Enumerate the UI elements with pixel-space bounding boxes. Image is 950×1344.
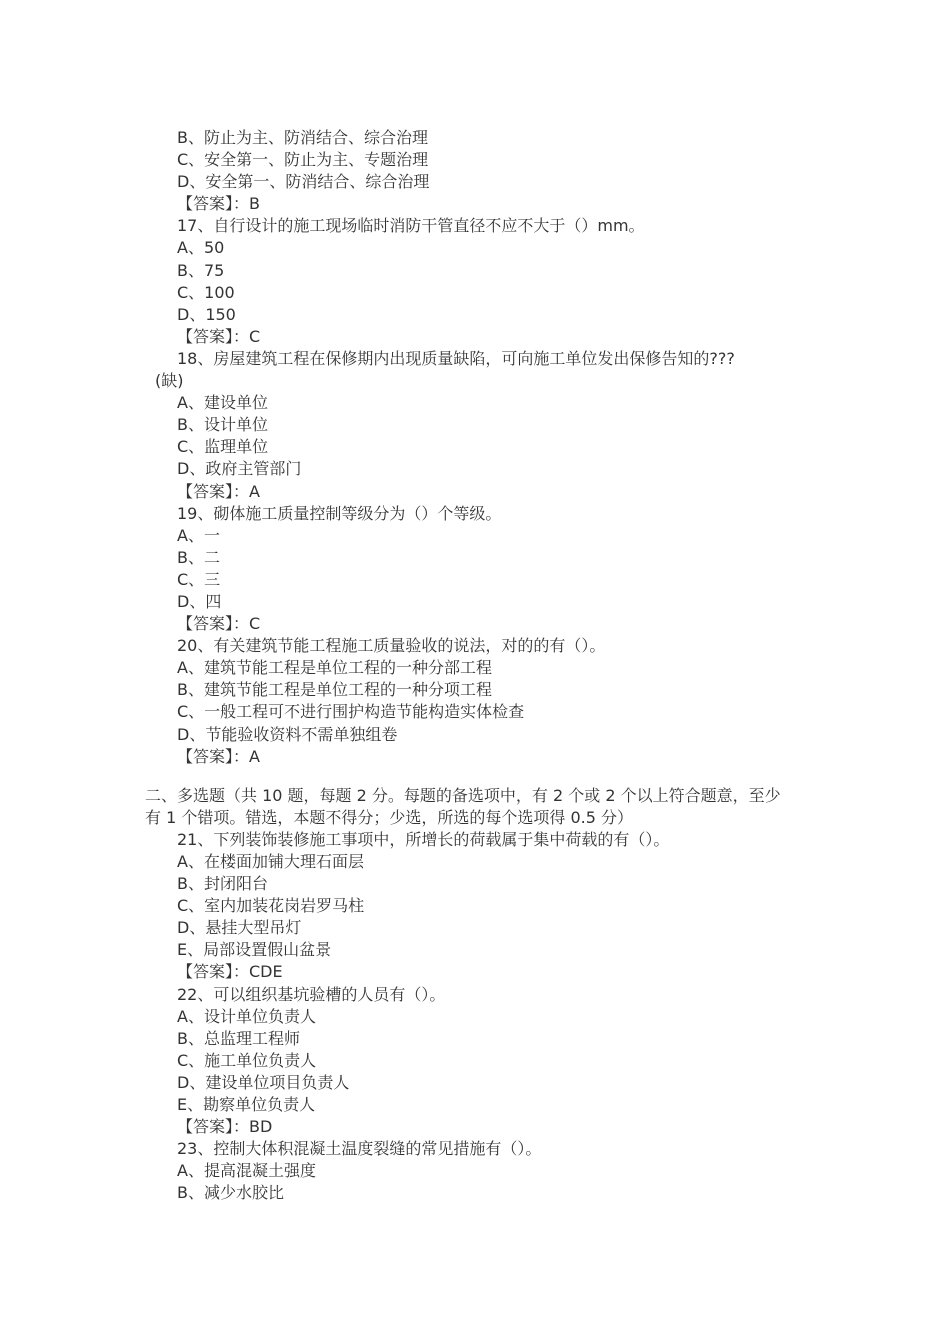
option-c: C、100 (177, 282, 235, 302)
option-b: B、封闭阳台 (177, 874, 268, 894)
option-b: B、减少水胶比 (177, 1183, 284, 1203)
option-b: B、防止为主、防消结合、综合治理 (177, 128, 428, 147)
answer: 【答案】：BD (177, 1117, 273, 1137)
option-d: D、安全第一、防消结合、综合治理 (177, 172, 430, 192)
section-heading: 二、多选题（共 10 题，每题 2 分。每题的备选项中，有 2 个或 2 个以上符合题意，至少 (145, 785, 781, 805)
option-c: C、三 (177, 569, 221, 589)
answer: 【答案】：B (177, 194, 260, 214)
document-body (145, 127, 805, 1205)
answer: 【答案】：C (177, 614, 261, 634)
option-b: B、75 (177, 260, 225, 280)
option-d: D、四 (177, 591, 222, 611)
question-21: 21、下列装饰装修施工事项中，所增长的荷载属于集中荷载的有（）。 (177, 829, 670, 849)
option-d: D、建设单位项目负责人 (177, 1072, 350, 1092)
option-a: A、设计单位负责人 (177, 1006, 316, 1026)
answer: 【答案】：A (177, 746, 260, 766)
option-e: E、勘察单位负责人 (177, 1095, 316, 1115)
question-19: 19、砌体施工质量控制等级分为（）个等级。 (177, 503, 502, 523)
option-b: B、二 (177, 547, 220, 567)
question-22: 22、可以组织基坑验槽的人员有（）。 (177, 984, 446, 1004)
answer: 【答案】：A (177, 481, 260, 501)
option-c: C、室内加装花岗岩罗马柱 (177, 896, 365, 916)
question-18: 18、房屋建筑工程在保修期内出现质量缺陷，可向施工单位发出保修告知的??? (177, 348, 735, 368)
option-a: A、一 (177, 525, 220, 545)
option-b: B、设计单位 (177, 415, 268, 435)
option-a: A、50 (177, 238, 225, 258)
option-a: A、建设单位 (177, 393, 268, 413)
question-17: 17、自行设计的施工现场临时消防干管直径不应不大于（）mm。 (177, 216, 645, 236)
option-c: C、施工单位负责人 (177, 1050, 317, 1070)
option-e: E、局部设置假山盆景 (177, 940, 332, 960)
option-a: A、在楼面加铺大理石面层 (177, 852, 364, 871)
question-23: 23、控制大体积混凝土温度裂缝的常见措施有（）。 (177, 1139, 542, 1159)
option-d: D、政府主管部门 (177, 459, 302, 479)
option-d: D、节能验收资料不需单独组卷 (177, 724, 398, 744)
option-a: A、提高混凝土强度 (177, 1161, 316, 1181)
option-d: D、悬挂大型吊灯 (177, 918, 302, 938)
option-b: B、总监理工程师 (177, 1028, 300, 1048)
option-c: C、监理单位 (177, 437, 269, 457)
section-heading-continuation: 有 1 个错项。错选，本题不得分；少选，所选的每个选项得 0.5 分） (145, 807, 633, 827)
option-d: D、150 (177, 304, 236, 324)
option-c: C、安全第一、防止为主、专题治理 (177, 150, 429, 170)
option-b: B、建筑节能工程是单位工程的一种分项工程 (177, 680, 492, 700)
answer: 【答案】：C (177, 326, 261, 346)
question-18-continuation: (缺) (155, 371, 184, 391)
answer: 【答案】：CDE (177, 962, 283, 982)
question-20: 20、有关建筑节能工程施工质量验收的说法，对的的有（）。 (177, 636, 606, 656)
option-a: A、建筑节能工程是单位工程的一种分部工程 (177, 658, 492, 678)
section-gap (145, 768, 805, 785)
option-c: C、一般工程可不进行围护构造节能构造实体检查 (177, 702, 525, 722)
